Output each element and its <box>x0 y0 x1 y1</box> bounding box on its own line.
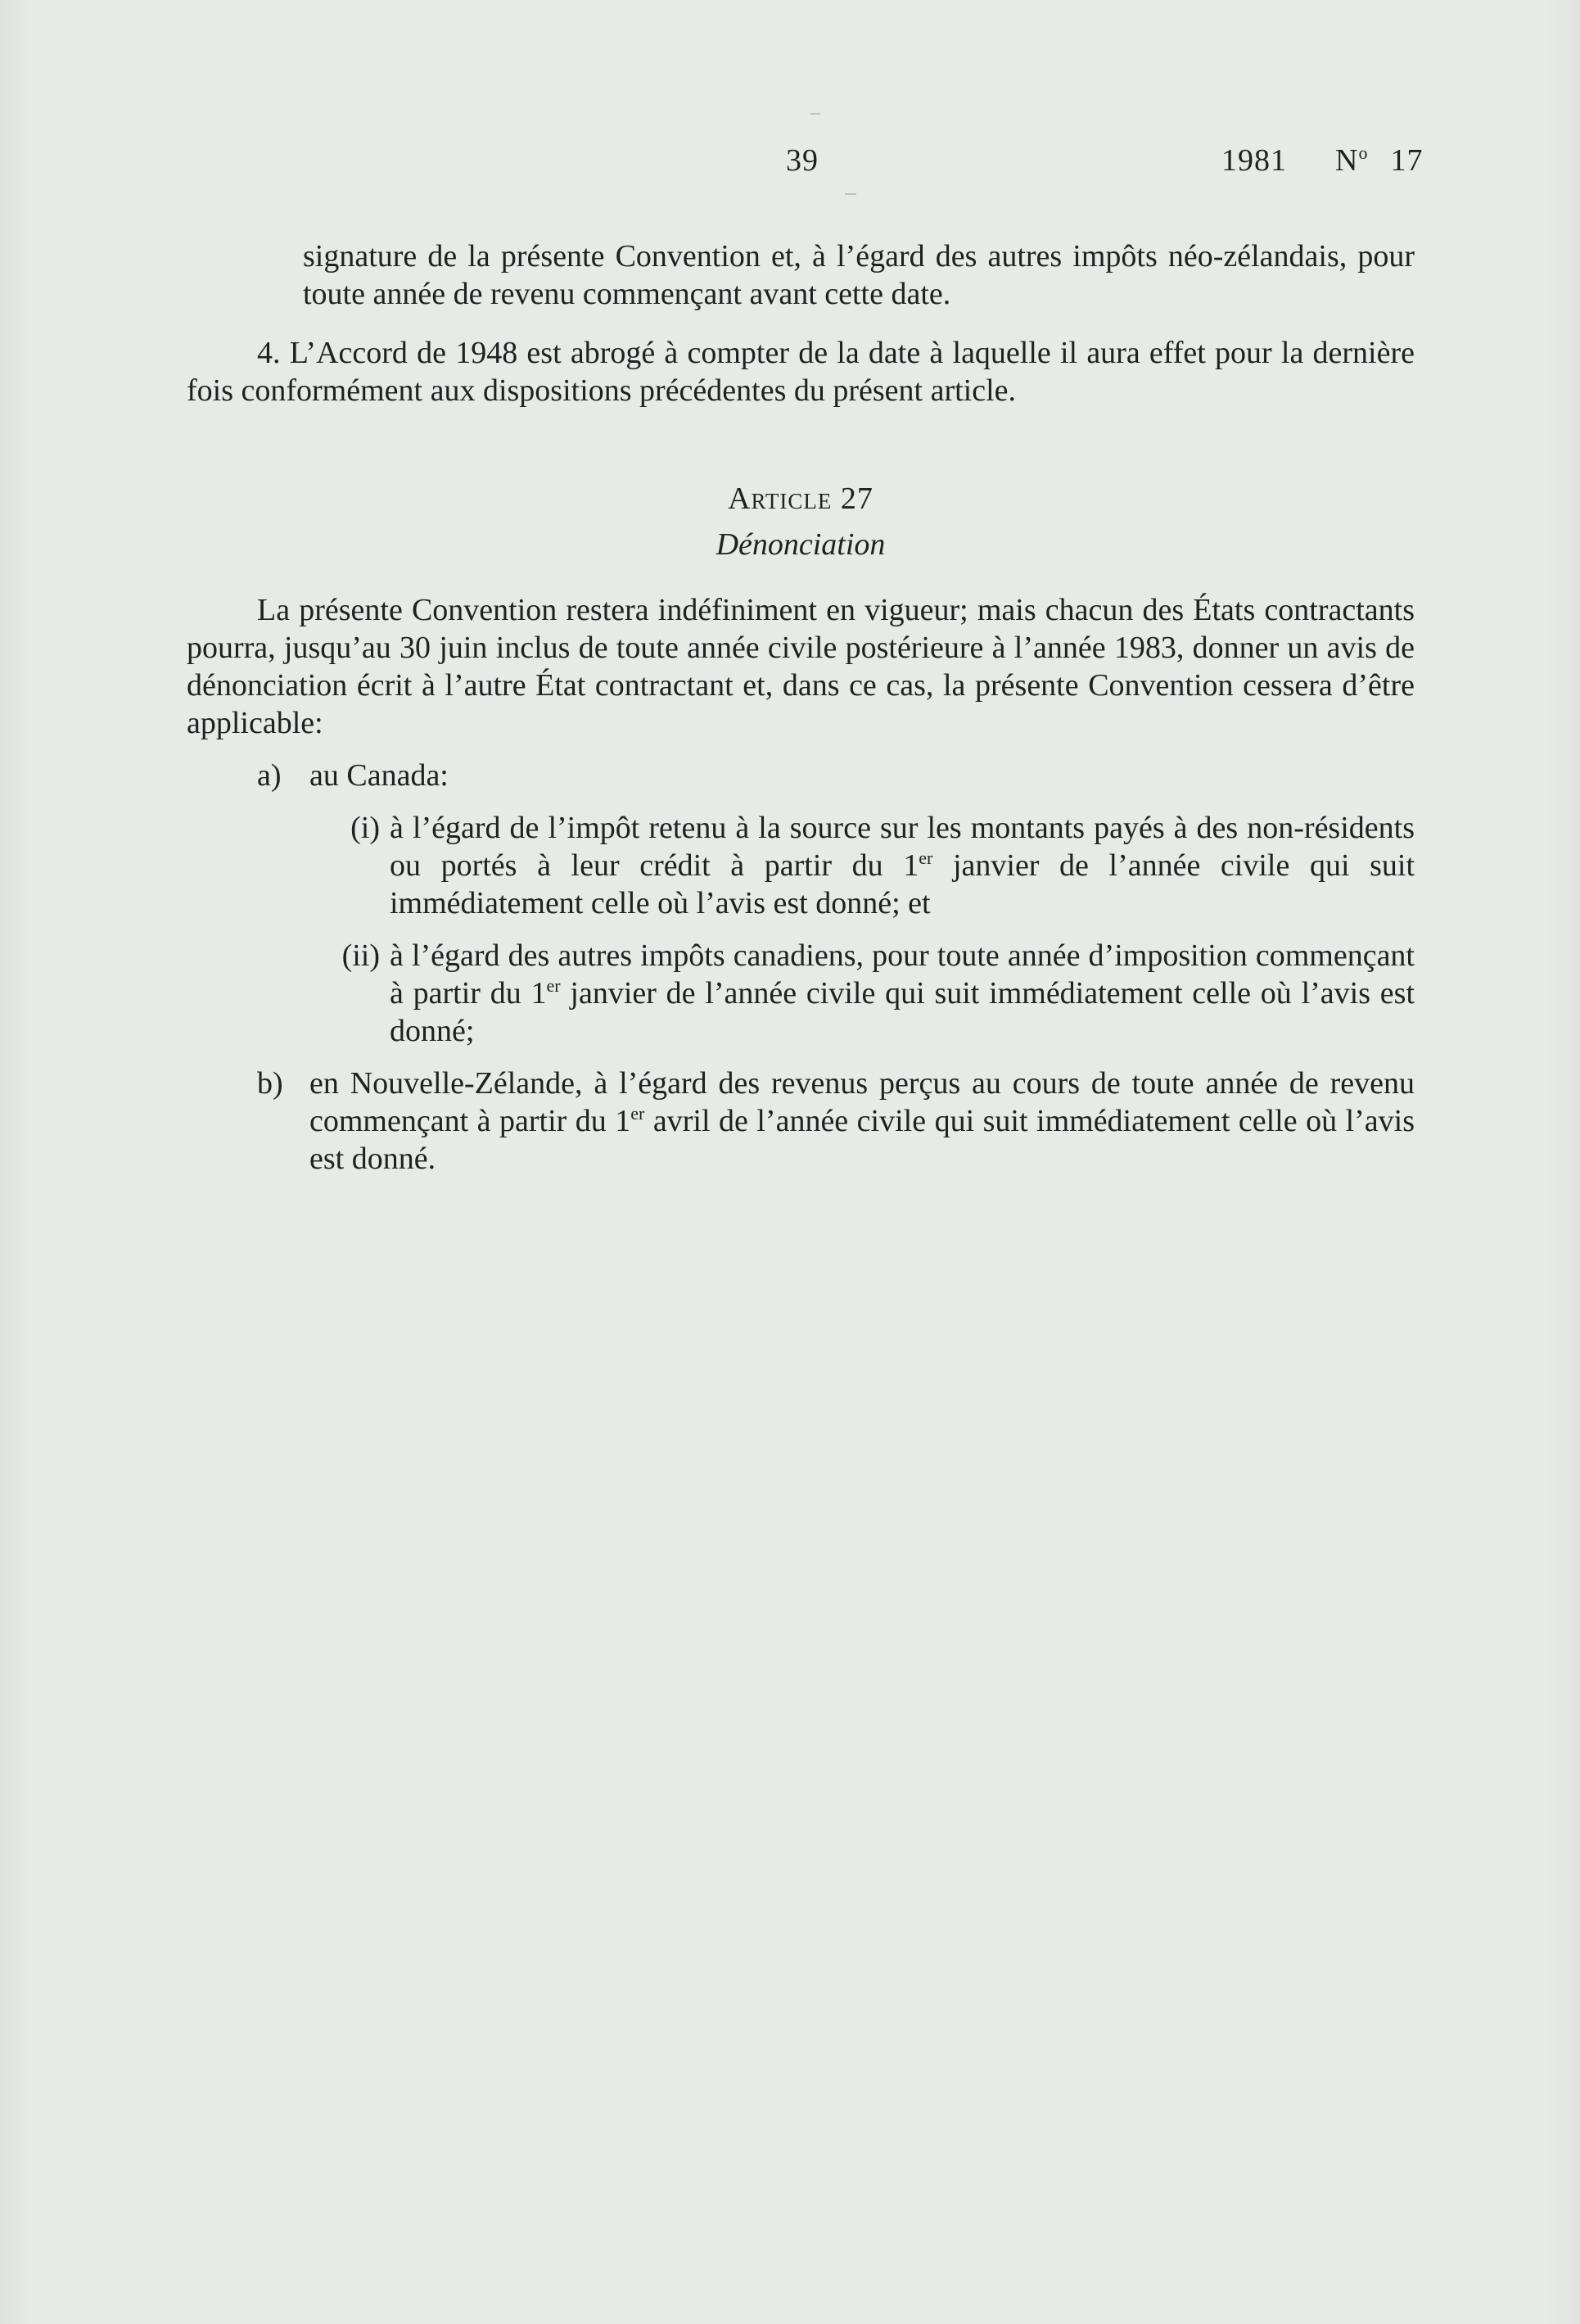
article-subtitle: Dénonciation <box>716 527 886 562</box>
document-number-sup: o <box>1358 142 1369 163</box>
list-text-b-part-2: avril de l’année civile qui suit immédiatement celle où l’avis est donné. <box>309 1104 1415 1176</box>
paragraph-denonciation: La présente Convention restera indéfiniment en vigueur; mais chacun des États contractants pourra, jusqu’au 30 juin inclus de toute année civile postérieure à l’année 1983, donner un avis de dénonciation écrit à l’autre État contractant et, dans ce cas, la présente Convention cessera d’être applicable: <box>187 593 1415 740</box>
list-text-i-part-2: janvier de l’année civile qui suit immédiatement celle où l’avis est donné; et <box>390 848 1415 920</box>
list-text-b-part-1: en Nouvelle-Zélande, à l’égard des revenus perçus au cours de toute année de revenu commençant à partir du 1 <box>309 1066 1415 1138</box>
document-number: 17 <box>1390 143 1424 178</box>
page-number: 39 <box>786 143 819 178</box>
list-item-b <box>187 1065 1415 1178</box>
list-text-i <box>390 809 1415 922</box>
article-heading: Article 27 <box>728 482 874 516</box>
print-mark <box>845 193 856 195</box>
paragraph-accord-1948: 4. L’Accord de 1948 est abrogé à compter de la date à laquelle il aura effet pour la dernière fois conformément aux dispositions précédentes du présent article. <box>187 336 1415 408</box>
list-text-b-sup: er <box>630 1103 645 1124</box>
list-label-i: (i) <box>350 811 380 845</box>
list-item-a <box>187 757 1415 794</box>
list-text-a: au Canada: <box>309 758 449 793</box>
document-body <box>187 237 1415 1178</box>
list-text-i-part-1: à l’égard de l’impôt retenu à la source sur les montants payés à des non-résidents ou portés à leur crédit à partir du 1 <box>390 811 1415 883</box>
list-text-ii-part-1: à l’égard des autres impôts canadiens, pour toute année d’imposition commençant à partir du 1 <box>390 938 1415 1011</box>
list-text-b <box>309 1065 1415 1178</box>
list-text-ii-part-2: janvier de l’année civile qui suit immédiatement celle où l’avis est donné; <box>390 976 1415 1048</box>
list-item-i <box>187 809 1415 922</box>
print-mark <box>810 113 820 115</box>
list-text-i-sup: er <box>919 848 933 868</box>
document-number-label: N <box>1335 143 1359 178</box>
list-item-ii <box>187 937 1415 1050</box>
document-reference <box>1221 142 1423 179</box>
list-label-b: b) <box>257 1066 283 1101</box>
list-label-a: a) <box>257 758 282 793</box>
list-text-ii-sup: er <box>546 975 561 996</box>
paragraph-signature: signature de la présente Convention et, à l’égard des autres impôts néo-zélandais, pour toute année de revenu commençant avant cette date. <box>303 239 1415 311</box>
list-label-ii: (ii) <box>341 938 380 973</box>
list-text-ii <box>390 937 1415 1050</box>
document-year: 1981 <box>1221 143 1287 178</box>
